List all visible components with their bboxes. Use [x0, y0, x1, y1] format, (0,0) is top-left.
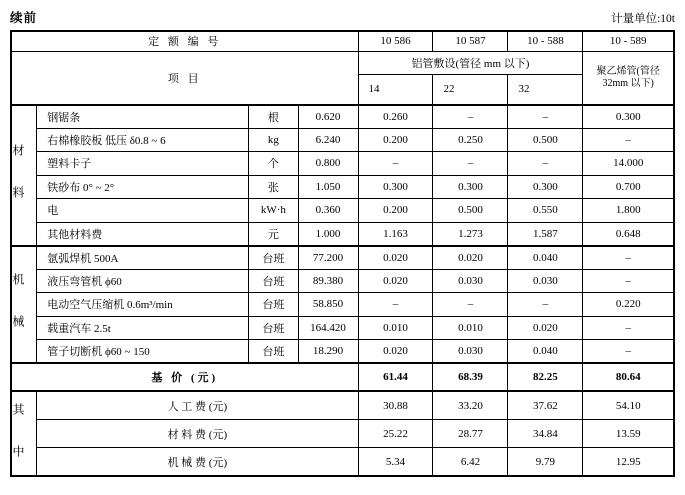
summary-value-1: 33.20 [433, 391, 508, 420]
row-value-2: – [508, 293, 583, 317]
section-label-material: 材 料 [11, 105, 37, 246]
row-value-3: 0.220 [583, 293, 674, 317]
table-row [11, 105, 674, 129]
row-value-2: – [508, 152, 583, 176]
measure-unit-label: 计量单位:10t [611, 13, 675, 25]
row-value-2: 0.040 [508, 246, 583, 270]
summary-value-1: 6.42 [433, 448, 508, 477]
row-value-2: 0.030 [508, 269, 583, 293]
row-value-1: 0.010 [433, 316, 508, 340]
summary-value-2: 34.84 [508, 420, 583, 448]
row-value-1: 0.300 [433, 175, 508, 199]
row-value-0: 0.010 [358, 316, 433, 340]
row-unit: 台班 [249, 246, 298, 270]
row-price: 18.290 [298, 340, 358, 364]
code-cell-3: 10 - 589 [583, 31, 674, 51]
base-price-value-2: 82.25 [508, 363, 583, 391]
row-value-1: 0.250 [433, 128, 508, 152]
row-value-2: – [508, 105, 583, 129]
table-row [11, 269, 674, 293]
row-price: 1.000 [298, 222, 358, 246]
code-header-cell: 定 额 编 号 [11, 31, 358, 51]
row-name: 载重汽车 2.5t [37, 316, 249, 340]
row-value-2: 0.020 [508, 316, 583, 340]
row-value-3: 0.700 [583, 175, 674, 199]
row-value-0: – [358, 293, 433, 317]
row-price: 89.380 [298, 269, 358, 293]
row-value-0: 0.200 [358, 128, 433, 152]
table-row [11, 175, 674, 199]
row-price: 6.240 [298, 128, 358, 152]
row-value-1: 0.030 [433, 269, 508, 293]
row-value-2: 1.587 [508, 222, 583, 246]
summary-value-3: 12.95 [583, 448, 674, 477]
row-unit: 台班 [249, 293, 298, 317]
table-row [11, 340, 674, 364]
last-col-header-cell: 聚乙烯管(管径 32mm 以下) [583, 51, 674, 105]
code-cell-0: 10 586 [358, 31, 433, 51]
row-value-0: 0.020 [358, 269, 433, 293]
row-value-0: 0.260 [358, 105, 433, 129]
summary-value-0: 30.88 [358, 391, 433, 420]
row-price: 77.200 [298, 246, 358, 270]
row-value-3: – [583, 246, 674, 270]
row-value-1: 1.273 [433, 222, 508, 246]
table-row [11, 316, 674, 340]
base-price-value-1: 68.39 [433, 363, 508, 391]
code-header-row [11, 31, 674, 51]
row-name: 电 [37, 199, 249, 223]
row-value-2: 0.550 [508, 199, 583, 223]
item-header-cell: 项 目 [11, 51, 358, 105]
diameter-cell-2: 32 [508, 74, 583, 104]
table-row [11, 199, 674, 223]
row-name: 电动空气压缩机 0.6m³/min [37, 293, 249, 317]
row-unit: 台班 [249, 269, 298, 293]
row-unit: 根 [249, 105, 298, 129]
diameter-cell-0: 14 [358, 74, 433, 104]
row-unit: 元 [249, 222, 298, 246]
quota-table [10, 30, 675, 477]
row-name: 其他材料费 [37, 222, 249, 246]
row-name: 铁砂布 0° ~ 2° [37, 175, 249, 199]
code-cell-2: 10 - 588 [508, 31, 583, 51]
row-price: 0.800 [298, 152, 358, 176]
page-header [10, 8, 675, 26]
row-unit: 个 [249, 152, 298, 176]
row-name: 氩弧焊机 500A [37, 246, 249, 270]
base-price-value-3: 80.64 [583, 363, 674, 391]
row-name: 右棉橡胶板 低压 δ0.8 ~ 6 [37, 128, 249, 152]
group-header-row [11, 51, 674, 74]
table-row [11, 152, 674, 176]
row-unit: 台班 [249, 316, 298, 340]
row-value-3: 1.800 [583, 199, 674, 223]
row-value-1: 0.020 [433, 246, 508, 270]
summary-label: 人 工 费 (元) [37, 391, 358, 420]
row-price: 1.050 [298, 175, 358, 199]
summary-row [11, 391, 674, 420]
row-value-1: – [433, 152, 508, 176]
summary-value-2: 37.62 [508, 391, 583, 420]
table-row [11, 128, 674, 152]
row-value-2: 0.500 [508, 128, 583, 152]
row-value-3: – [583, 269, 674, 293]
row-value-0: 0.020 [358, 246, 433, 270]
row-value-0: 0.200 [358, 199, 433, 223]
row-name: 管子切断机 ϕ60 ~ 150 [37, 340, 249, 364]
continued-label: 续前 [10, 11, 38, 25]
row-unit: 张 [249, 175, 298, 199]
row-price: 164.420 [298, 316, 358, 340]
row-value-3: 0.300 [583, 105, 674, 129]
row-value-1: 0.030 [433, 340, 508, 364]
row-value-0: 0.020 [358, 340, 433, 364]
row-unit: kg [249, 128, 298, 152]
row-value-3: – [583, 128, 674, 152]
base-price-row [11, 363, 674, 391]
summary-value-0: 5.34 [358, 448, 433, 477]
section-label-middle: 其 中 [11, 391, 37, 476]
group-header-cell: 铝管敷设(管径 mm 以下) [358, 51, 583, 74]
base-price-label: 基 价 (元) [11, 363, 358, 391]
diameter-cell-1: 22 [433, 74, 508, 104]
summary-value-0: 25.22 [358, 420, 433, 448]
summary-value-2: 9.79 [508, 448, 583, 477]
summary-value-1: 28.77 [433, 420, 508, 448]
row-value-0: 0.300 [358, 175, 433, 199]
row-value-3: – [583, 316, 674, 340]
section-label-machine: 机 械 [11, 246, 37, 364]
row-value-2: 0.300 [508, 175, 583, 199]
row-value-1: – [433, 105, 508, 129]
summary-value-3: 13.59 [583, 420, 674, 448]
row-value-0: 1.163 [358, 222, 433, 246]
summary-value-3: 54.10 [583, 391, 674, 420]
row-value-3: – [583, 340, 674, 364]
row-name: 塑料卡子 [37, 152, 249, 176]
row-price: 0.620 [298, 105, 358, 129]
row-price: 58.850 [298, 293, 358, 317]
row-name: 液压弯管机 ϕ60 [37, 269, 249, 293]
row-value-3: 0.648 [583, 222, 674, 246]
base-price-value-0: 61.44 [358, 363, 433, 391]
table-row [11, 222, 674, 246]
row-unit: 台班 [249, 340, 298, 364]
row-value-2: 0.040 [508, 340, 583, 364]
summary-label: 材 料 费 (元) [37, 420, 358, 448]
summary-label: 机 械 费 (元) [37, 448, 358, 477]
row-unit: kW·h [249, 199, 298, 223]
table-row [11, 246, 674, 270]
row-value-1: 0.500 [433, 199, 508, 223]
summary-row [11, 448, 674, 477]
row-name: 钢锯条 [37, 105, 249, 129]
table-row [11, 293, 674, 317]
row-value-3: 14.000 [583, 152, 674, 176]
row-value-1: – [433, 293, 508, 317]
code-cell-1: 10 587 [433, 31, 508, 51]
row-price: 0.360 [298, 199, 358, 223]
summary-row [11, 420, 674, 448]
row-value-0: – [358, 152, 433, 176]
